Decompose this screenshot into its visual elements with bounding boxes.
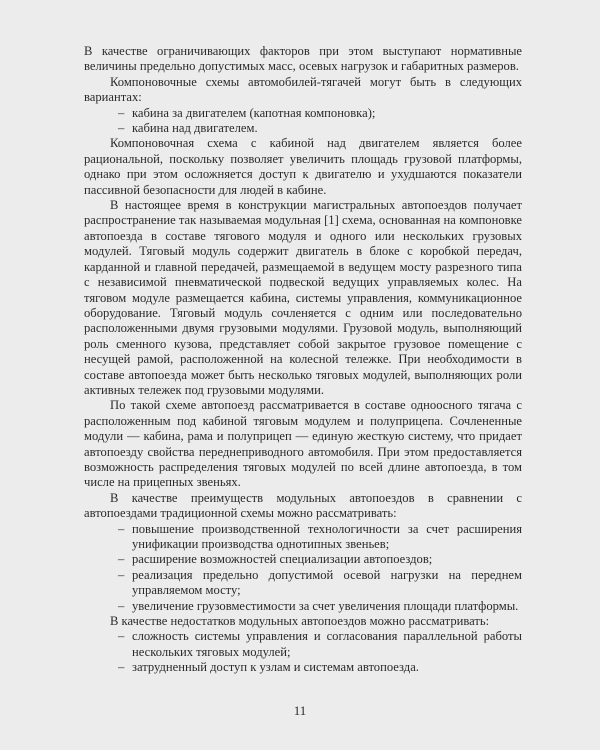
bullet-list-layout-variants — [84, 106, 522, 137]
paragraph: По такой схеме автопоезд рассматривается в составе одноосного тягача с расположенным под кабиной тяговым модулем и полуприцепа. Сочлененные модули — кабина, рама и полуприцеп — единую жесткую систему, что придает автопоезду свойства переднеприводного автомобиля. При этом предоставляется возможность распределения тяговых модулей по всей длине автопоезда, в том числе на прицепных звеньях. — [84, 398, 522, 490]
list-item: – реализация предельно допустимой осевой нагрузки на переднем управляемом мосту; — [118, 568, 522, 599]
list-item: – увеличение грузовместимости за счет увеличения площади платформы. — [118, 599, 522, 614]
list-item: – затрудненный доступ к узлам и системам автопоезда. — [118, 660, 522, 675]
paragraph: В настоящее время в конструкции магистральных автопоездов получает распространение так называемая модульная [1] схема, основанная на компоновке автопоезда в составе тягового модуля и одного или нескольких грузовых модулей. Тяговый модуль содержит двигатель в блоке с коробкой передач, карданной и главной передачей, размещаемой в ведущем мосту разрезного типа с независимой пневматической подвеской ведущих управляемых колес. На тяговом модуле размещается кабина, системы управления, коммуникационное оборудование. Тяговый модуль сочленяется с одним или последовательно расположенными двумя грузовыми модулями. Грузовой модуль, выполняющий роль сменного кузова, представляет собой закрытое грузовое помещение с несущей рамой, расположенной на колесной тележке. При необходимости в составе автопоезда может быть несколько тяговых модулей, выполняющих роли активных тележек под грузовыми модулями. — [84, 198, 522, 397]
paragraph: В качестве ограничивающих факторов при этом выступают нормативные величины предельно допустимых масс, осевых нагрузок и габаритных размеров. — [84, 44, 522, 74]
list-item: – кабина над двигателем. — [118, 121, 522, 136]
list-item: – расширение возможностей специализации автопоездов; — [118, 552, 522, 567]
list-item: – повышение производственной технологичности за счет расширения унификации производства однотипных звеньев; — [118, 522, 522, 553]
list-item: – сложность системы управления и согласования параллельной работы нескольких тяговых модулей; — [118, 629, 522, 660]
page-number: 11 — [293, 703, 307, 718]
bullet-list-disadvantages — [84, 629, 522, 675]
page-body — [84, 44, 522, 676]
list-item: – кабина за двигателем (капотная компоновка); — [118, 106, 522, 121]
paragraph: В качестве преимуществ модульных автопоездов в сравнении с автопоездами традиционной схемы можно рассматривать: — [84, 490, 522, 521]
paragraph: Компоновочная схема с кабиной над двигателем является более рациональной, поскольку позволяет увеличить площадь грузовой платформы, однако при этом осложняется доступ к двигателю и ухудшаются показатели пассивной безопасности для людей в кабине. — [84, 136, 522, 197]
paragraph: В качестве недостатков модульных автопоездов можно рассматривать: — [110, 614, 490, 629]
paragraph: Компоновочные схемы автомобилей-тягачей могут быть в следующих вариантах: — [84, 74, 522, 105]
bullet-list-advantages — [84, 522, 522, 614]
